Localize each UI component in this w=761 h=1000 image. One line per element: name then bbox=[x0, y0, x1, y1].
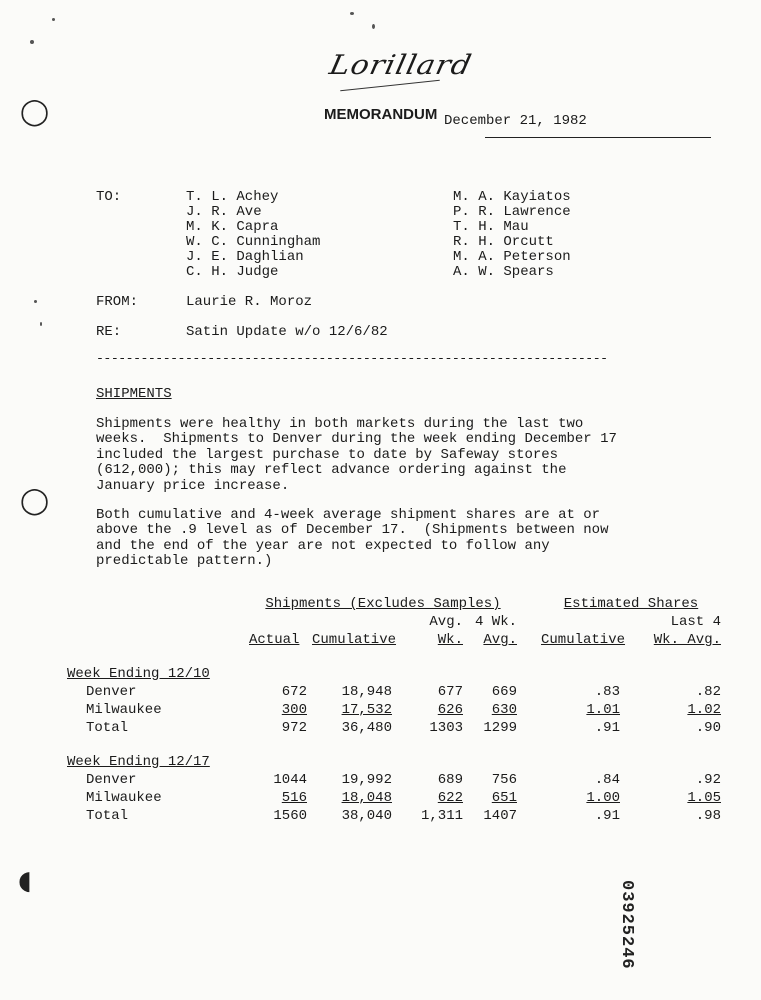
section-title: SHIPMENTS bbox=[96, 386, 172, 402]
market-name: Total bbox=[86, 808, 129, 824]
table-row bbox=[66, 719, 722, 737]
table-group-shares: Estimated Shares bbox=[563, 596, 699, 612]
from-value: Laurie R. Moroz bbox=[186, 294, 313, 310]
market-name: Denver bbox=[86, 772, 137, 788]
from-label: FROM: bbox=[96, 294, 139, 310]
cell-share-last4: .90 bbox=[695, 720, 721, 736]
cell-cumulative: 18,048 bbox=[341, 790, 392, 806]
cell-actual: 972 bbox=[281, 720, 307, 736]
week-label: Week Ending 12/17 bbox=[67, 754, 210, 770]
cell-cumulative: 36,480 bbox=[341, 720, 392, 736]
cell-cumulative: 18,948 bbox=[341, 684, 392, 700]
to-recipient: M. A. Kayiatos bbox=[453, 189, 571, 205]
scan-speck bbox=[372, 24, 375, 29]
cell-avg-4wk: 630 bbox=[491, 702, 517, 718]
to-recipient: T. L. Achey bbox=[186, 189, 279, 205]
cell-cumulative: 17,532 bbox=[341, 702, 392, 718]
cell-actual: 1044 bbox=[273, 772, 307, 788]
to-recipient: M. K. Capra bbox=[186, 219, 279, 235]
col-header-avgwk-2: Wk. bbox=[437, 632, 463, 648]
punch-hole-middle: ◯ bbox=[20, 486, 50, 516]
scan-speck bbox=[350, 12, 354, 15]
market-name: Denver bbox=[86, 684, 137, 700]
cell-cumulative: 38,040 bbox=[341, 808, 392, 824]
to-label: TO: bbox=[96, 189, 122, 205]
to-recipient: M. A. Peterson bbox=[453, 249, 571, 265]
shipments-table bbox=[66, 595, 722, 825]
week-label: Week Ending 12/10 bbox=[67, 666, 210, 682]
cell-avg-4wk: 1407 bbox=[483, 808, 517, 824]
table-row bbox=[66, 683, 722, 701]
paragraph-1: Shipments were healthy in both markets during the last two weeks. Shipments to Denver during the week ending December 17 included the largest purchase to date by Safeway stores (612,000); this may reflect advance ordering against the January price increase. bbox=[96, 416, 617, 494]
logo-flourish bbox=[340, 80, 440, 91]
to-recipient: W. C. Cunningham bbox=[186, 234, 321, 250]
table-row bbox=[66, 771, 722, 789]
market-name: Milwaukee bbox=[86, 702, 162, 718]
cell-avg-wk: 1,311 bbox=[420, 808, 463, 824]
scan-speck bbox=[52, 18, 55, 21]
cell-share-last4: .98 bbox=[695, 808, 721, 824]
col-header-4wk-1: 4 Wk. bbox=[474, 614, 517, 630]
to-recipient: P. R. Lawrence bbox=[453, 204, 571, 220]
re-label: RE: bbox=[96, 324, 122, 340]
cell-cumulative: 19,992 bbox=[341, 772, 392, 788]
to-recipient: T. H. Mau bbox=[453, 219, 529, 235]
scan-speck bbox=[40, 322, 42, 326]
paragraph-2: Both cumulative and 4-week average shipment shares are at or above the .9 level as of December 17. (Shipments between now and the end of the year are not expected to follow any predictable pattern.) bbox=[96, 507, 609, 570]
col-header-cumulative: Cumulative bbox=[312, 632, 397, 648]
cell-share-cumulative: 1.00 bbox=[586, 790, 620, 806]
cell-actual: 516 bbox=[281, 790, 307, 806]
scan-speck bbox=[30, 40, 34, 44]
col-header-actual: Actual bbox=[249, 632, 300, 648]
memo-date: December 21, 1982 bbox=[444, 113, 587, 129]
col-header-last4-1: Last 4 bbox=[670, 614, 721, 630]
cell-share-last4: .92 bbox=[695, 772, 721, 788]
cell-avg-4wk: 669 bbox=[491, 684, 517, 700]
market-name: Total bbox=[86, 720, 129, 736]
col-header-last4-2: Wk. Avg. bbox=[653, 632, 721, 648]
memorandum-label: MEMORANDUM bbox=[324, 106, 438, 123]
cell-share-last4: .82 bbox=[695, 684, 721, 700]
cell-share-cumulative: .83 bbox=[594, 684, 620, 700]
bates-number: 03925246 bbox=[617, 880, 636, 970]
cell-avg-4wk: 1299 bbox=[483, 720, 517, 736]
punch-hole-top: ◯ bbox=[20, 97, 50, 127]
cell-share-cumulative: .91 bbox=[594, 808, 620, 824]
table-row bbox=[66, 701, 722, 719]
cell-share-cumulative: .84 bbox=[594, 772, 620, 788]
cell-avg-4wk: 756 bbox=[491, 772, 517, 788]
to-recipient: R. H. Orcutt bbox=[453, 234, 554, 250]
col-header-share-cumulative: Cumulative bbox=[541, 632, 626, 648]
col-header-4wk-2: Avg. bbox=[483, 632, 517, 648]
company-logo: Lorillard bbox=[326, 49, 475, 82]
cell-actual: 300 bbox=[281, 702, 307, 718]
to-recipient: J. R. Ave bbox=[186, 204, 262, 220]
re-value: Satin Update w/o 12/6/82 bbox=[186, 324, 388, 340]
cell-share-last4: 1.05 bbox=[687, 790, 721, 806]
table-row bbox=[66, 807, 722, 825]
to-recipient: J. E. Daghlian bbox=[186, 249, 304, 265]
cell-avg-wk: 626 bbox=[437, 702, 463, 718]
cell-avg-wk: 622 bbox=[437, 790, 463, 806]
to-recipient: A. W. Spears bbox=[453, 264, 554, 280]
cell-actual: 1560 bbox=[273, 808, 307, 824]
cell-share-cumulative: .91 bbox=[594, 720, 620, 736]
market-name: Milwaukee bbox=[86, 790, 162, 806]
cell-avg-wk: 677 bbox=[437, 684, 463, 700]
cell-actual: 672 bbox=[281, 684, 307, 700]
cell-avg-4wk: 651 bbox=[491, 790, 517, 806]
scan-speck bbox=[34, 300, 37, 303]
punch-hole-bottom: ◖ bbox=[18, 866, 32, 896]
dashed-divider: --------------------------------------------------------------------- bbox=[96, 351, 608, 366]
date-underline bbox=[485, 137, 711, 138]
table-row bbox=[66, 789, 722, 807]
table-group-shipments: Shipments (Excludes Samples) bbox=[265, 596, 501, 612]
cell-share-last4: 1.02 bbox=[687, 702, 721, 718]
cell-avg-wk: 1303 bbox=[429, 720, 463, 736]
cell-avg-wk: 689 bbox=[437, 772, 463, 788]
cell-share-cumulative: 1.01 bbox=[586, 702, 620, 718]
col-header-avgwk-1: Avg. bbox=[429, 614, 463, 630]
to-recipient: C. H. Judge bbox=[186, 264, 279, 280]
